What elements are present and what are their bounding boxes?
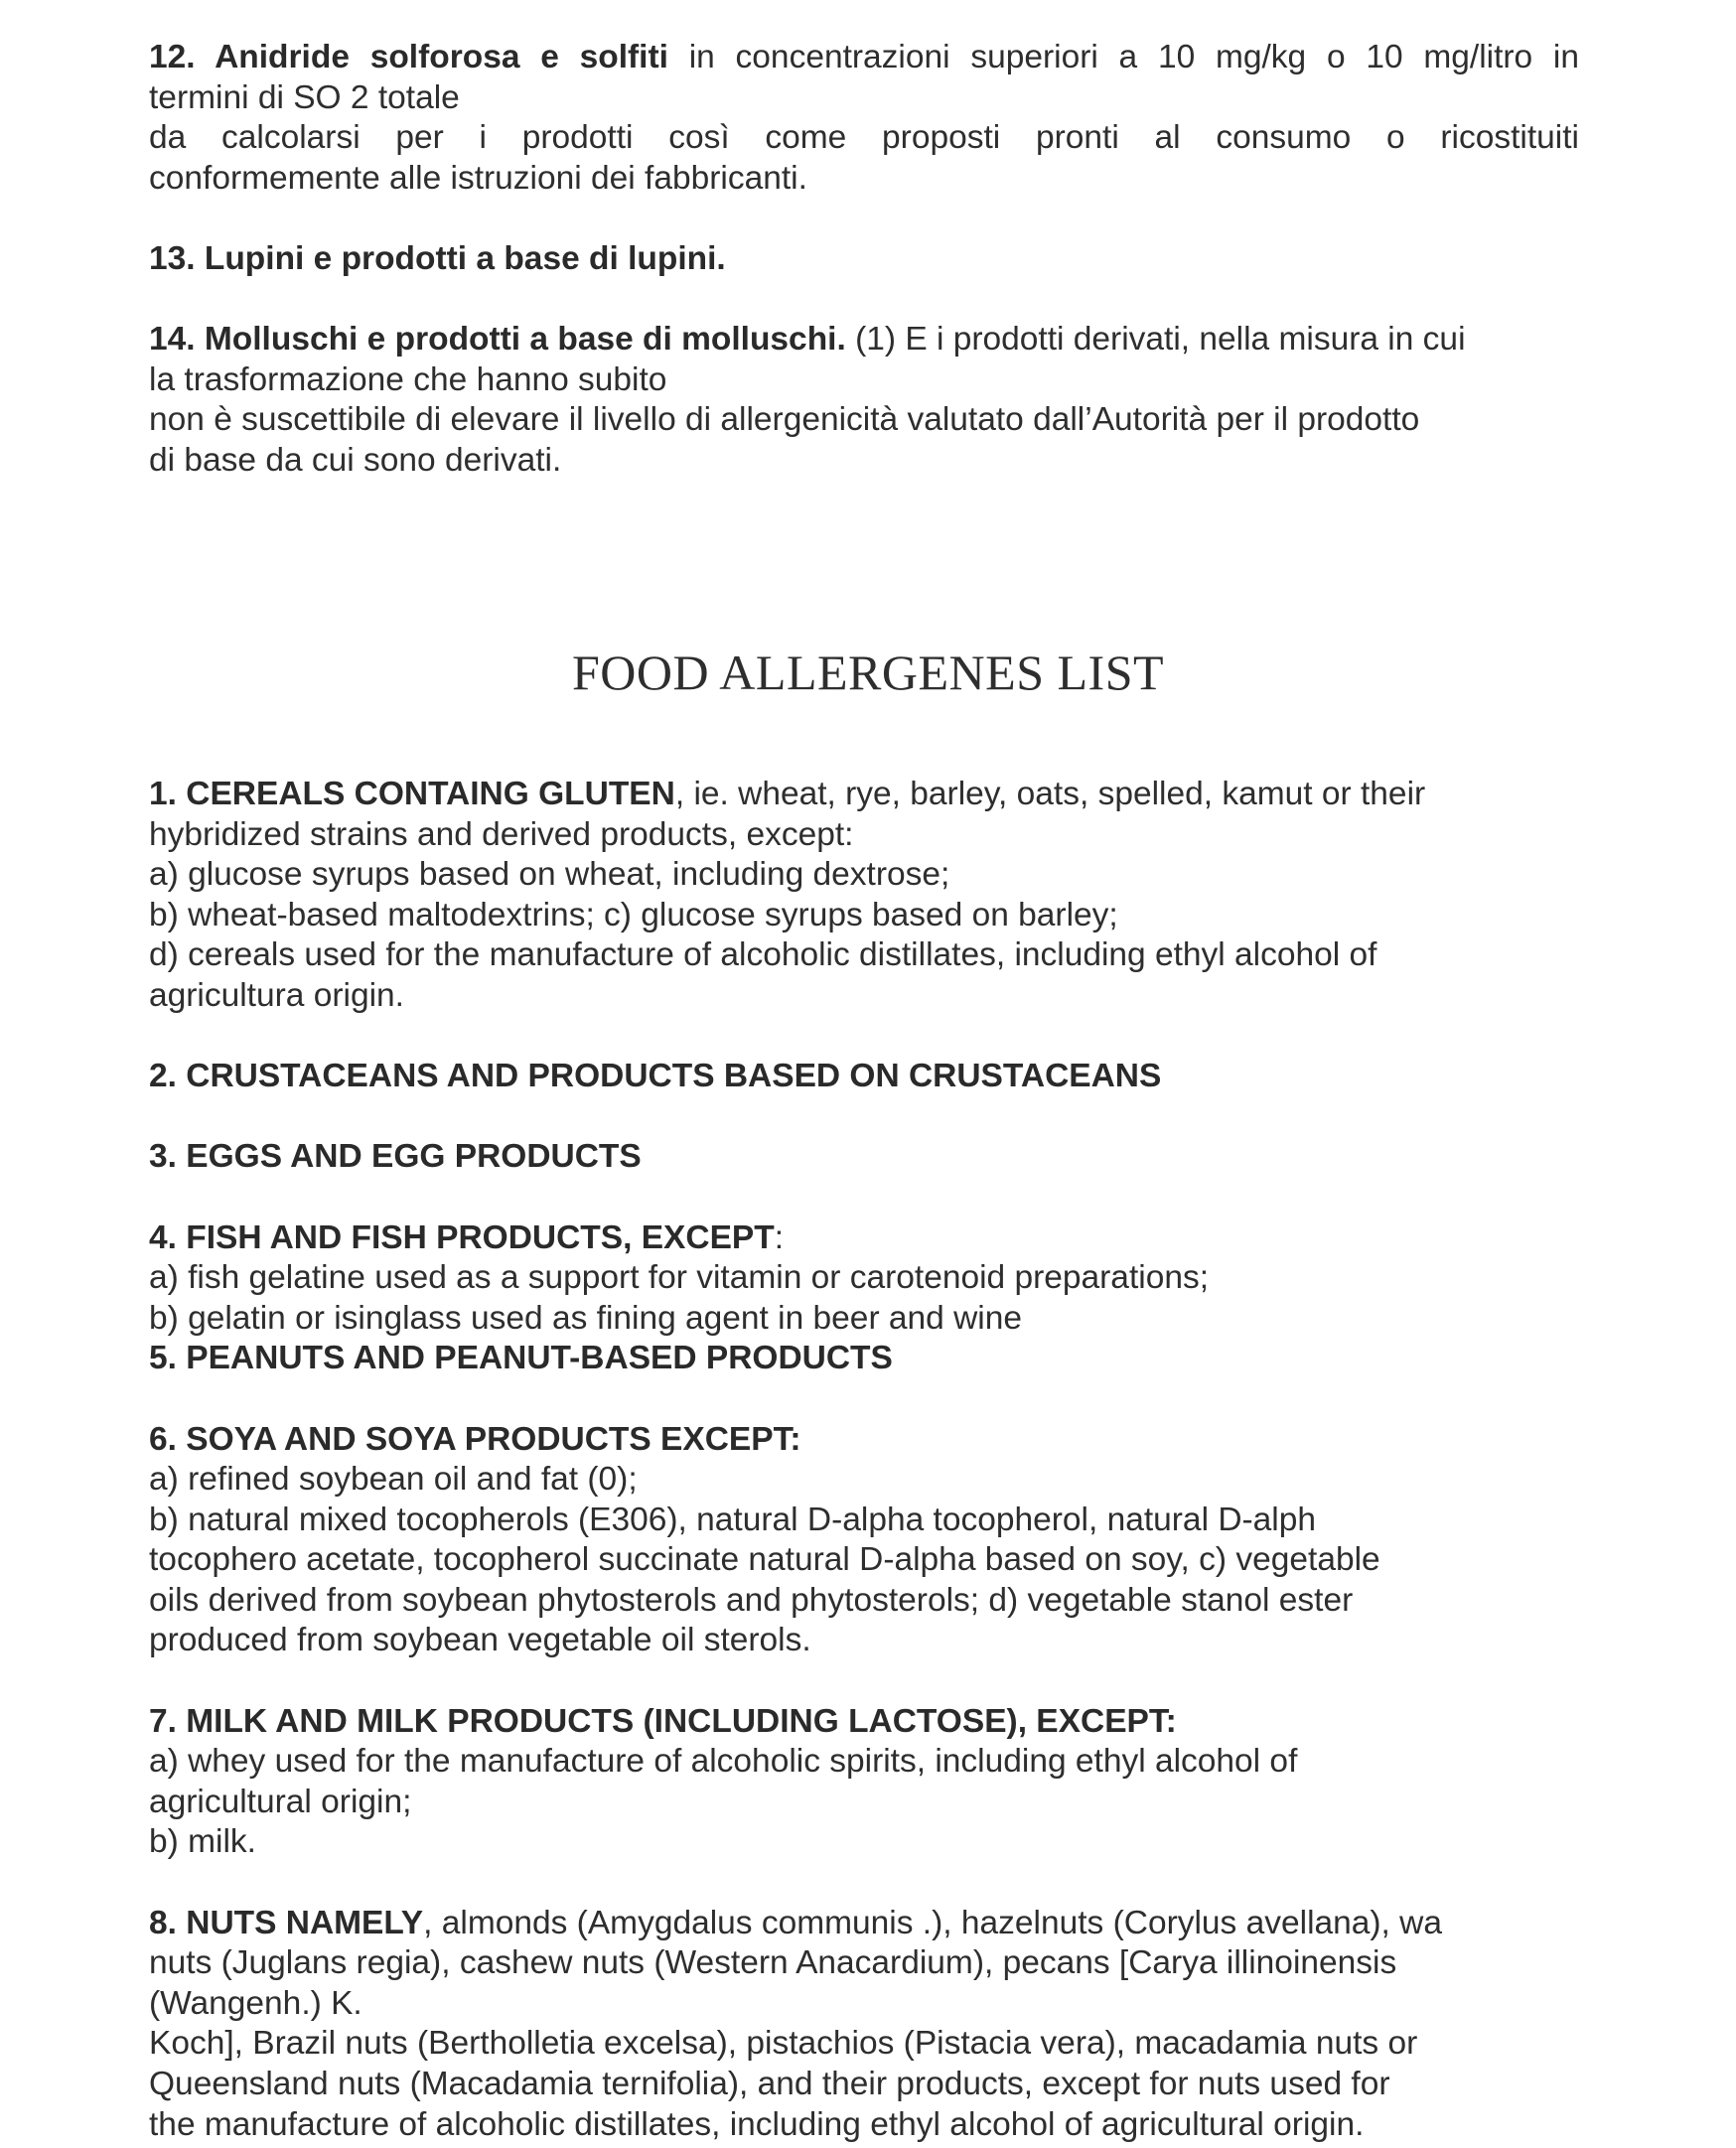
- item-3: [149, 1137, 1579, 1178]
- item-12-heading: 12. Anidride solforosa e solfiti: [149, 39, 668, 75]
- item-13-heading: 13. Lupini e prodotti a base di lupini.: [149, 239, 726, 277]
- item-4: 4. FISH AND FISH PRODUCTS, EXCEPT: a) fish gelatine used as a support for vitamin or carotenoid preparations; b) gelatin or isinglass used as fining agent in beer and wine: [149, 1218, 1210, 1337]
- item-12: [149, 38, 1579, 199]
- item-1-heading: 1. CEREALS CONTAING GLUTEN: [149, 776, 675, 812]
- item-12-line-3: da calcolarsi per i prodotti così come proposti pronti al consumo o ricostituiti: [149, 119, 1579, 157]
- item-12-line-1: 12. Anidride solforosa e solfiti in concentrazioni superiori a 10 mg/kg o 10 mg/litro in: [149, 39, 1579, 75]
- item-6: 6. SOYA AND SOYA PRODUCTS EXCEPT: a) refined soybean oil and fat (0); b) natural mixed tocopherols (E306), natural D-alpha tocopherol, natural D-alph tocophero acetate, tocopherol succinate natural D-alpha based on soy, c) vegetable oils derived from soybean phytosterols and phytosterols; d) vegetable stanol ester produced from soybean vegetable oil sterols.: [149, 1420, 1380, 1659]
- item-5-heading: 5. PEANUTS AND PEANUT-BASED PRODUCTS: [149, 1340, 893, 1377]
- item-7-heading: 7. MILK AND MILK PRODUCTS (INCLUDING LACTOSE), EXCEPT:: [149, 1702, 1177, 1740]
- italian-allergen-section: [149, 38, 1579, 482]
- item-6-heading: 6. SOYA AND SOYA PRODUCTS EXCEPT:: [149, 1420, 801, 1458]
- item-1: 1. CEREALS CONTAING GLUTEN, ie. wheat, rye, barley, oats, spelled, kamut or their hybridized strains and derived products, except: a) glucose syrups based on wheat, including dextrose; b) wheat-based maltodextrins; c) glucose syrups based on barley; d) cereals used for the manufacture of alcoholic distillates, including ethyl alcohol of agricultura origin.: [149, 776, 1426, 1014]
- item-7: 7. MILK AND MILK PRODUCTS (INCLUDING LACTOSE), EXCEPT: a) whey used for the manufacture of alcoholic spirits, including ethyl alcohol of agricultural origin; b) milk.: [149, 1702, 1298, 1861]
- item-2: [149, 1057, 1579, 1097]
- item-14-line-4: di base da cui sono derivati.: [149, 441, 562, 479]
- item-8: 8. NUTS NAMELY, almonds (Amygdalus communis .), hazelnuts (Corylus avellana), wa nuts (Juglans regia), cashew nuts (Western Anacardium), pecans [Carya illinoinensis (Wangenh.) K. Koch], Brazil nuts (Bertholletia excelsa), pistachios (Pistacia vera), macadamia nuts or Queensland nuts (Macadamia ternifolia), and their products, except for nuts used for the manufacture of alcoholic distillates, including ethyl alcohol of agricultural origin.: [149, 1904, 1442, 2143]
- item-12-line-2: termini di SO 2 totale: [149, 78, 460, 116]
- item-14-line-1: 14. Molluschi e prodotti a base di molluschi. (1) E i prodotti derivati, nella misura in cui: [149, 321, 1466, 358]
- item-4-heading: 4. FISH AND FISH PRODUCTS, EXCEPT: [149, 1218, 775, 1256]
- item-14-line-2: la trasformazione che hanno subito: [149, 360, 667, 398]
- item-5: [149, 1339, 1579, 1379]
- item-8-heading: 8. NUTS NAMELY: [149, 1904, 424, 1941]
- english-allergen-list: [149, 775, 1579, 2145]
- item-13: [149, 239, 1579, 280]
- item-14-line-3: non è suscettibile di elevare il livello di allergenicità valutato dall’Autorità per il prodotto: [149, 401, 1420, 439]
- item-2-heading: 2. CRUSTACEANS AND PRODUCTS BASED ON CRUSTACEANS: [149, 1058, 1162, 1095]
- item-14: [149, 320, 1579, 481]
- item-12-line-4: conformemente alle istruzioni dei fabbricanti.: [149, 159, 807, 197]
- item-14-heading: 14. Molluschi e prodotti a base di molluschi.: [149, 321, 846, 358]
- item-3-heading: 3. EGGS AND EGG PRODUCTS: [149, 1138, 642, 1176]
- page-title: FOOD ALLERGENES LIST: [571, 644, 1165, 700]
